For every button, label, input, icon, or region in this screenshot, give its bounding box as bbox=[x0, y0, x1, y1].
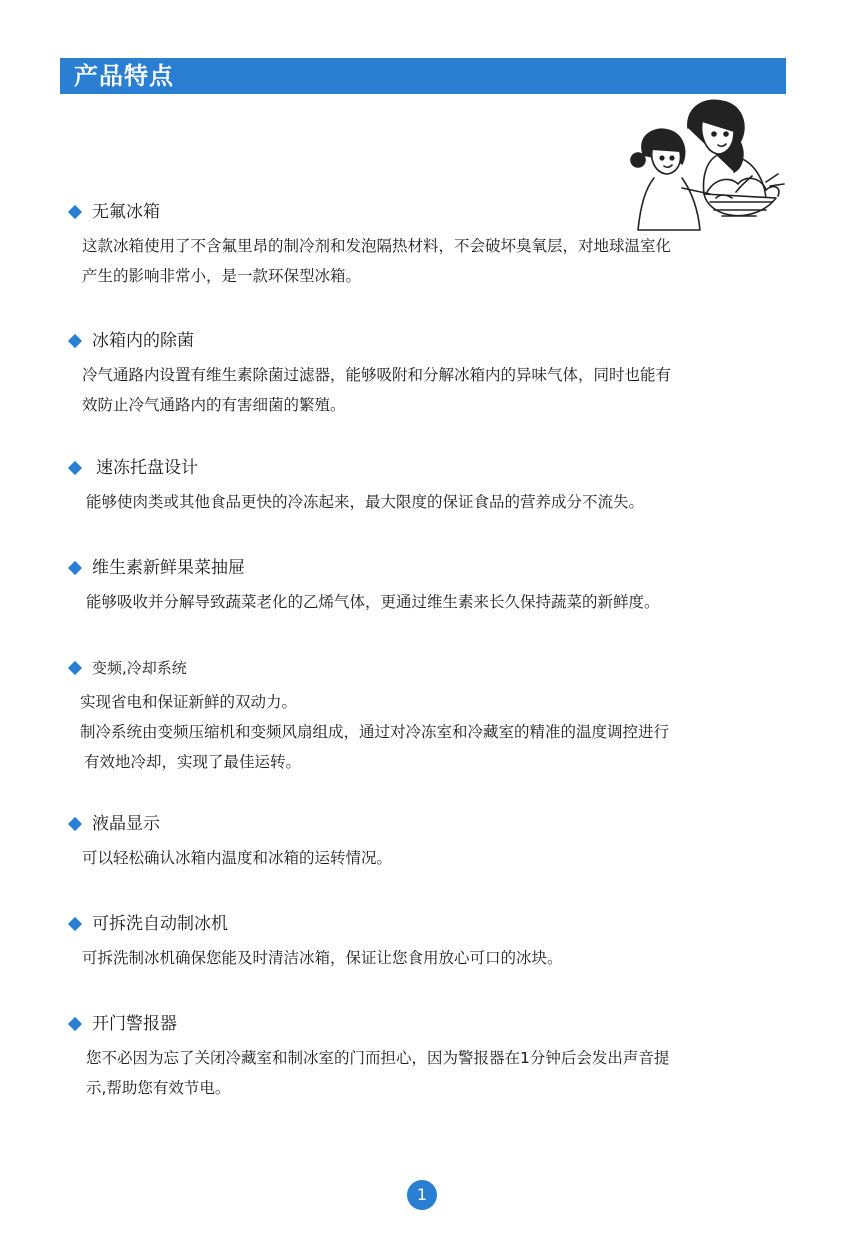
feature-description-line: 示,帮助您有效节电。 bbox=[86, 1079, 231, 1097]
diamond-bullet-icon bbox=[68, 1017, 82, 1031]
feature-title: 冰箱内的除菌 bbox=[92, 331, 194, 351]
feature-title: 开门警报器 bbox=[92, 1014, 177, 1034]
feature-title: 速冻托盘设计 bbox=[96, 458, 198, 478]
feature-item bbox=[66, 555, 796, 617]
feature-title: 液晶显示 bbox=[92, 814, 160, 834]
feature-description-line: 可以轻松确认冰箱内温度和冰箱的运转情况。 bbox=[82, 849, 393, 867]
section-title: 产品特点 bbox=[74, 62, 174, 90]
diamond-bullet-icon bbox=[68, 561, 82, 575]
feature-title: 无氟冰箱 bbox=[92, 202, 160, 222]
page-number-badge: 1 bbox=[407, 1180, 437, 1210]
feature-title: 可拆洗自动制冰机 bbox=[92, 914, 228, 934]
section-header-bar bbox=[60, 58, 786, 94]
feature-title: 变频,冷却系统 bbox=[92, 659, 187, 677]
diamond-bullet-icon bbox=[68, 205, 82, 219]
feature-description-line: 可拆洗制冰机确保您能及时清洁冰箱，保证让您食用放心可口的冰块。 bbox=[82, 949, 563, 967]
feature-description-line: 能够使肉类或其他食品更快的冷冻起来，最大限度的保证食品的营养成分不流失。 bbox=[86, 493, 645, 511]
feature-description-line: 您不必因为忘了关闭冷藏室和制冰室的门而担心，因为警报器在1分钟后会发出声音提 bbox=[86, 1049, 670, 1067]
feature-item bbox=[66, 199, 796, 291]
diamond-bullet-icon bbox=[68, 461, 82, 475]
feature-item bbox=[66, 655, 796, 777]
feature-item bbox=[66, 1011, 796, 1103]
feature-description-line: 实现省电和保证新鲜的双动力。 bbox=[80, 693, 298, 711]
feature-item bbox=[66, 911, 796, 973]
feature-description-line: 有效地冷却，实现了最佳运转。 bbox=[84, 753, 302, 771]
diamond-bullet-icon bbox=[68, 917, 82, 931]
feature-description-line: 能够吸收并分解导致蔬菜老化的乙烯气体，更通过维生素来长久保持蔬菜的新鲜度。 bbox=[86, 593, 660, 611]
diamond-bullet-icon bbox=[68, 334, 82, 348]
diamond-bullet-icon bbox=[68, 661, 82, 675]
feature-description-line: 产生的影响非常小，是一款环保型冰箱。 bbox=[82, 267, 362, 285]
feature-description-line: 这款冰箱使用了不含氟里昂的制冷剂和发泡隔热材料，不会破坏臭氧层，对地球温室化 bbox=[82, 237, 672, 255]
feature-item bbox=[66, 455, 796, 517]
feature-title: 维生素新鲜果菜抽屉 bbox=[92, 558, 245, 578]
feature-description-line: 冷气通路内设置有维生素除菌过滤器，能够吸附和分解冰箱内的异味气体，同时也能有 bbox=[82, 366, 672, 384]
diamond-bullet-icon bbox=[68, 817, 82, 831]
feature-item bbox=[66, 811, 796, 873]
feature-description-line: 效防止冷气通路内的有害细菌的繁殖。 bbox=[82, 396, 346, 414]
feature-description-line: 制冷系统由变频压缩机和变频风扇组成，通过对冷冻室和冷藏室的精准的温度调控进行 bbox=[80, 723, 670, 741]
feature-item bbox=[66, 328, 796, 420]
